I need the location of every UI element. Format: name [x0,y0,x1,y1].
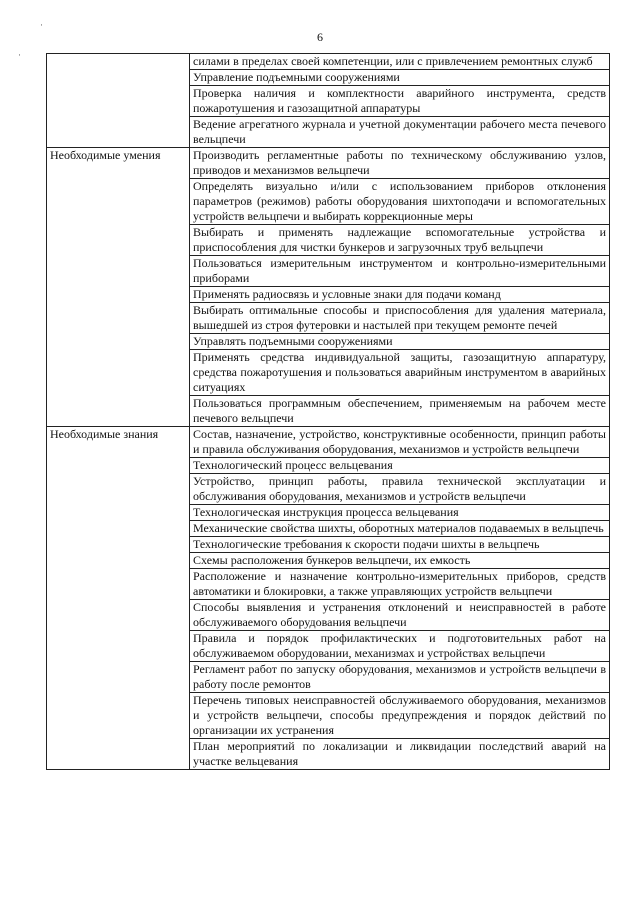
table-cell: Проверка наличия и комплектности аварийного инструмента, средств пожаротушения и газозащитной аппаратуры [190,86,610,117]
table-cell: Состав, назначение, устройство, конструктивные особенности, принцип работы и правила обслуживания оборудования, механизмов и устройств вельцпечи [190,427,610,458]
table-cell: Выбирать оптимальные способы и приспособления для удаления материала, вышедшей из строя футеровки и настылей при текущем ремонте печей [190,303,610,334]
table-cell: Применять средства индивидуальной защиты, газозащитную аппаратуру, средства пожаротушения и пользоваться аварийным инструментом в аварийных ситуациях [190,350,610,396]
scan-dot: · [18,50,21,60]
table-cell: Механические свойства шихты, оборотных материалов подаваемых в вельцпечь [190,521,610,537]
competency-table-body [47,54,610,770]
row-group-label [47,54,190,148]
competency-table [46,53,610,770]
table-cell: Управлять подъемными сооружениями [190,334,610,350]
table-cell: Технологическая инструкция процесса вельцевания [190,505,610,521]
row-group-label: Необходимые знания [47,427,190,770]
table-row [47,427,610,458]
table-cell: Управление подъемными сооружениями [190,70,610,86]
table-cell: Производить регламентные работы по техническому обслуживанию узлов, приводов и механизмов вельцпечи [190,148,610,179]
table-cell: Технологические требования к скорости подачи шихты в вельцпечь [190,537,610,553]
table-cell: силами в пределах своей компетенции, или с привлечением ремонтных служб [190,54,610,70]
table-cell: Правила и порядок профилактических и подготовительных работ на обслуживаемом оборудовании, механизмах и устройствах вельцпечи [190,631,610,662]
table-row [47,54,610,70]
table-cell: Ведение агрегатного журнала и учетной документации рабочего места печевого вельцпечи [190,117,610,148]
table-cell: Выбирать и применять надлежащие вспомогательные устройства и приспособления для чистки бункеров и загрузочных труб вельцпечи [190,225,610,256]
table-cell: План мероприятий по локализации и ликвидации последствий аварий на участке вельцевания [190,739,610,770]
table-cell: Расположение и назначение контрольно-измерительных приборов, средств автоматики и блокировки, а также управляющих устройств вельцпечи [190,569,610,600]
table-cell: Схемы расположения бункеров вельцпечи, их емкость [190,553,610,569]
table-row [47,148,610,179]
table-cell: Перечень типовых неисправностей обслуживаемого оборудования, механизмов и устройств вельцпечи, способы предупреждения и порядок действий по организации их устранения [190,693,610,739]
row-group-label: Необходимые умения [47,148,190,427]
page-number: 6 [317,30,323,44]
table-cell: Определять визуально и/или с использованием приборов отклонения параметров (режимов) работы оборудования шихтоподачи и вспомогательных устройств вельцпечи и выбирать коррекционные меры [190,179,610,225]
table-cell: Способы выявления и устранения отклонений и неисправностей в работе обслуживаемого оборудования вельцпечи [190,600,610,631]
table-cell: Технологический процесс вельцевания [190,458,610,474]
table-cell: Пользоваться программным обеспечением, применяемым на рабочем месте печевого вельцпечи [190,396,610,427]
table-cell: Применять радиосвязь и условные знаки для подачи команд [190,287,610,303]
table-cell: Пользоваться измерительным инструментом и контрольно-измерительными приборами [190,256,610,287]
scan-dot: · [40,20,43,30]
table-cell: Регламент работ по запуску оборудования, механизмов и устройств вельцпечи в работу после ремонтов [190,662,610,693]
table-cell: Устройство, принцип работы, правила технической эксплуатации и обслуживания оборудования, механизмов и устройств вельцпечи [190,474,610,505]
